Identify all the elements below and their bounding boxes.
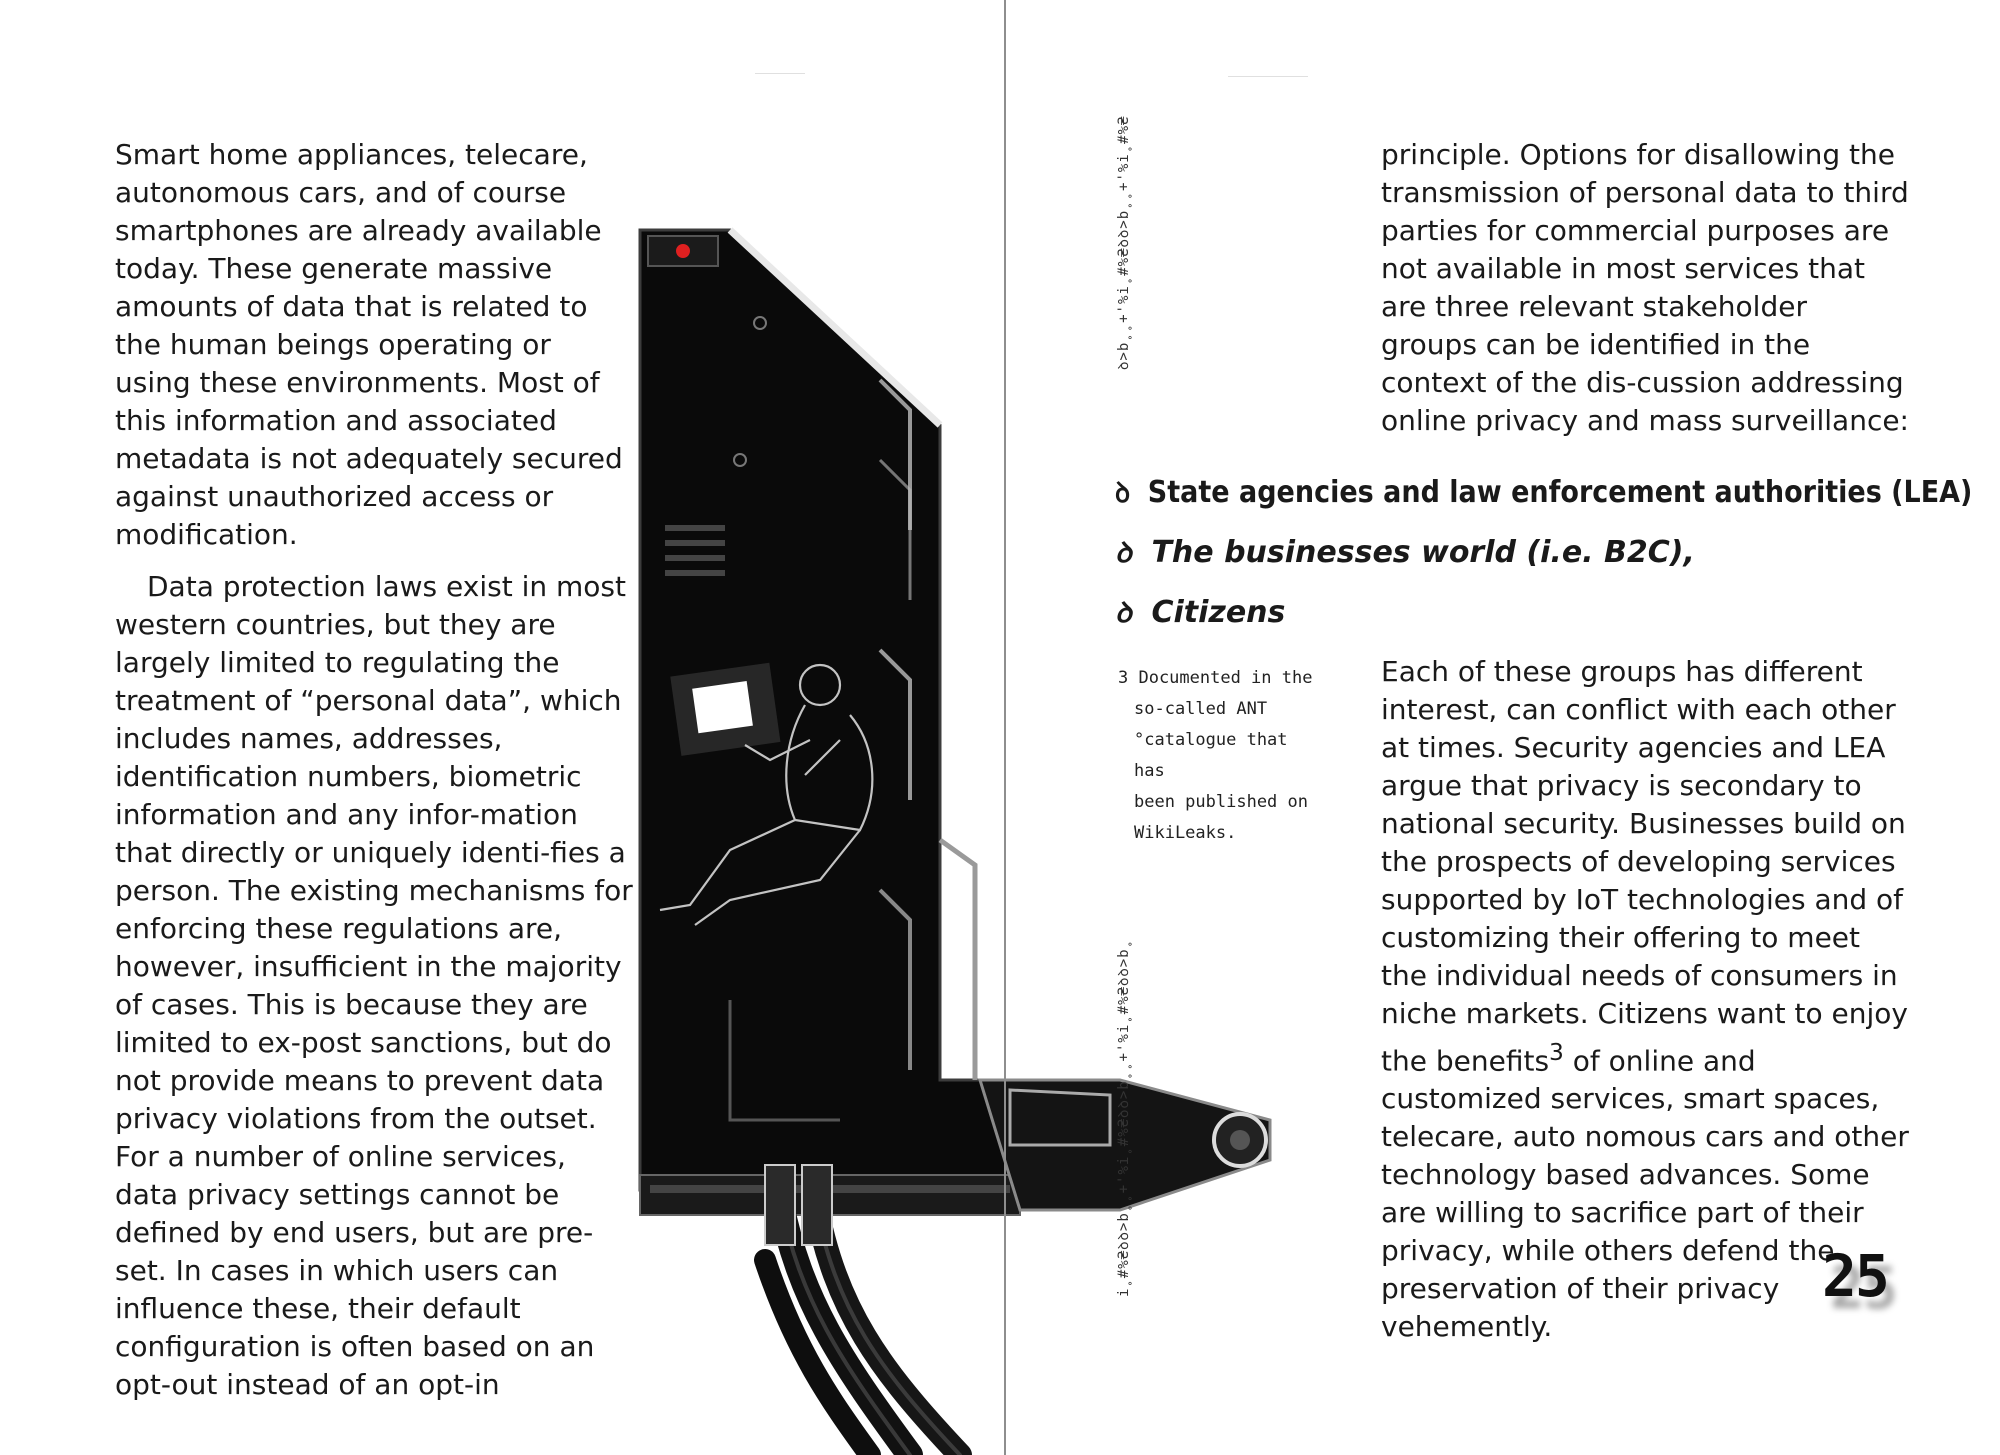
footnote-line: been published on [1134, 792, 1308, 812]
laptop-screen-glow [670, 663, 780, 756]
body-text-part: of online and customized services, smart spaces, telecare, auto nomous cars and other technology based advances. Some are willing to sacrifice part of their privacy, while others defend the preservation of their privacy vehemently. [1381, 1044, 1909, 1344]
top-rule-right [1228, 76, 1308, 77]
right-page-top-text [1381, 136, 1911, 440]
stakeholder-list [1115, 467, 2000, 647]
footnote-reference[interactable]: 3 [1549, 1038, 1564, 1066]
footnote [1118, 663, 1318, 849]
paragraph-smart-home: Smart home appliances, telecare, autonomous cars, and of course smartphones are already available today. These generate massive amounts of data that is related to the human beings operating or using these environments. Most of this information and associated metadata is not adequately secured against unauthorized access or modification. [115, 138, 623, 551]
left-page-text [115, 136, 635, 1404]
paragraph-principle: principle. Options for disallowing the transmission of personal data to third parties for commercial purposes are not available in most services that are three relevant stakeholder groups can be identified in the context of the dis-cussion addressing online privacy and mass surveillance: [1381, 138, 1909, 437]
footnote-line: 3 Documented in the [1118, 668, 1313, 688]
decorative-glyph-strip-top: ꝺ>b˳˳+'%i˳#%₴ꝺꝺ>b˳˳+'%i˳#%₴ [1116, 115, 1132, 370]
footnote-line: WikiLeaks. [1134, 823, 1237, 843]
stakeholder-item [1115, 467, 1972, 527]
red-indicator-light [676, 244, 690, 258]
stakeholder-label: The businesses world (i.e. B2C), [1151, 535, 1695, 570]
bullet-mark: ꝺ [1115, 476, 1131, 509]
footnote-line: so-called ANT [1134, 699, 1268, 719]
bullet-mark: ꝺ [1115, 596, 1132, 629]
center-gutter-line [1004, 0, 1006, 1455]
page-number: 25 [1822, 1242, 1888, 1310]
stakeholder-item [1115, 587, 2000, 647]
stakeholder-label: Citizens [1151, 595, 1286, 630]
decorative-glyph-strip-bottom: i˳#%₴ꝺꝺ>b˳˳+'%i˳#%₴ꝺꝺ>b˳˳+'%i˳#%₴ꝺꝺ>b˳ [1116, 938, 1132, 1297]
stakeholder-item [1115, 527, 2000, 587]
footnote-line: °catalogue that has [1134, 730, 1288, 781]
paragraph-data-protection: Data protection laws exist in most western countries, but they are largely limited to regulating the treatment of “personal data”, which includes names, addresses, identification numbers, biometric information and any infor-mation that directly or uniquely identi-fies a person. The existing mechanisms for enforcing these regulations are, however, insufficient in the majority of cases. This is because they are limited to ex-post sanctions, but do not provide means to prevent data privacy violations from the outset. For a number of online services, data privacy settings cannot be defined by end users, but are pre-set. In cases in which users can influence these, their default configuration is often based on an opt-out instead of an opt-in [115, 570, 633, 1401]
top-rule-left [755, 73, 805, 74]
stakeholder-label: State agencies and law enforcement authorities (LEA) [1147, 475, 1973, 510]
bullet-mark: ꝺ [1115, 536, 1132, 569]
body-text-part: Each of these groups has different interest, can conflict with each other at times. Security agencies and LEA argue that privacy is secondary to national security. Businesses build on the prospects of developing services supported by IoT technologies and of customizing their offering to meet the individual needs of consumers in niche markets. Citizens want to enjoy the benefits [1381, 655, 1908, 1078]
